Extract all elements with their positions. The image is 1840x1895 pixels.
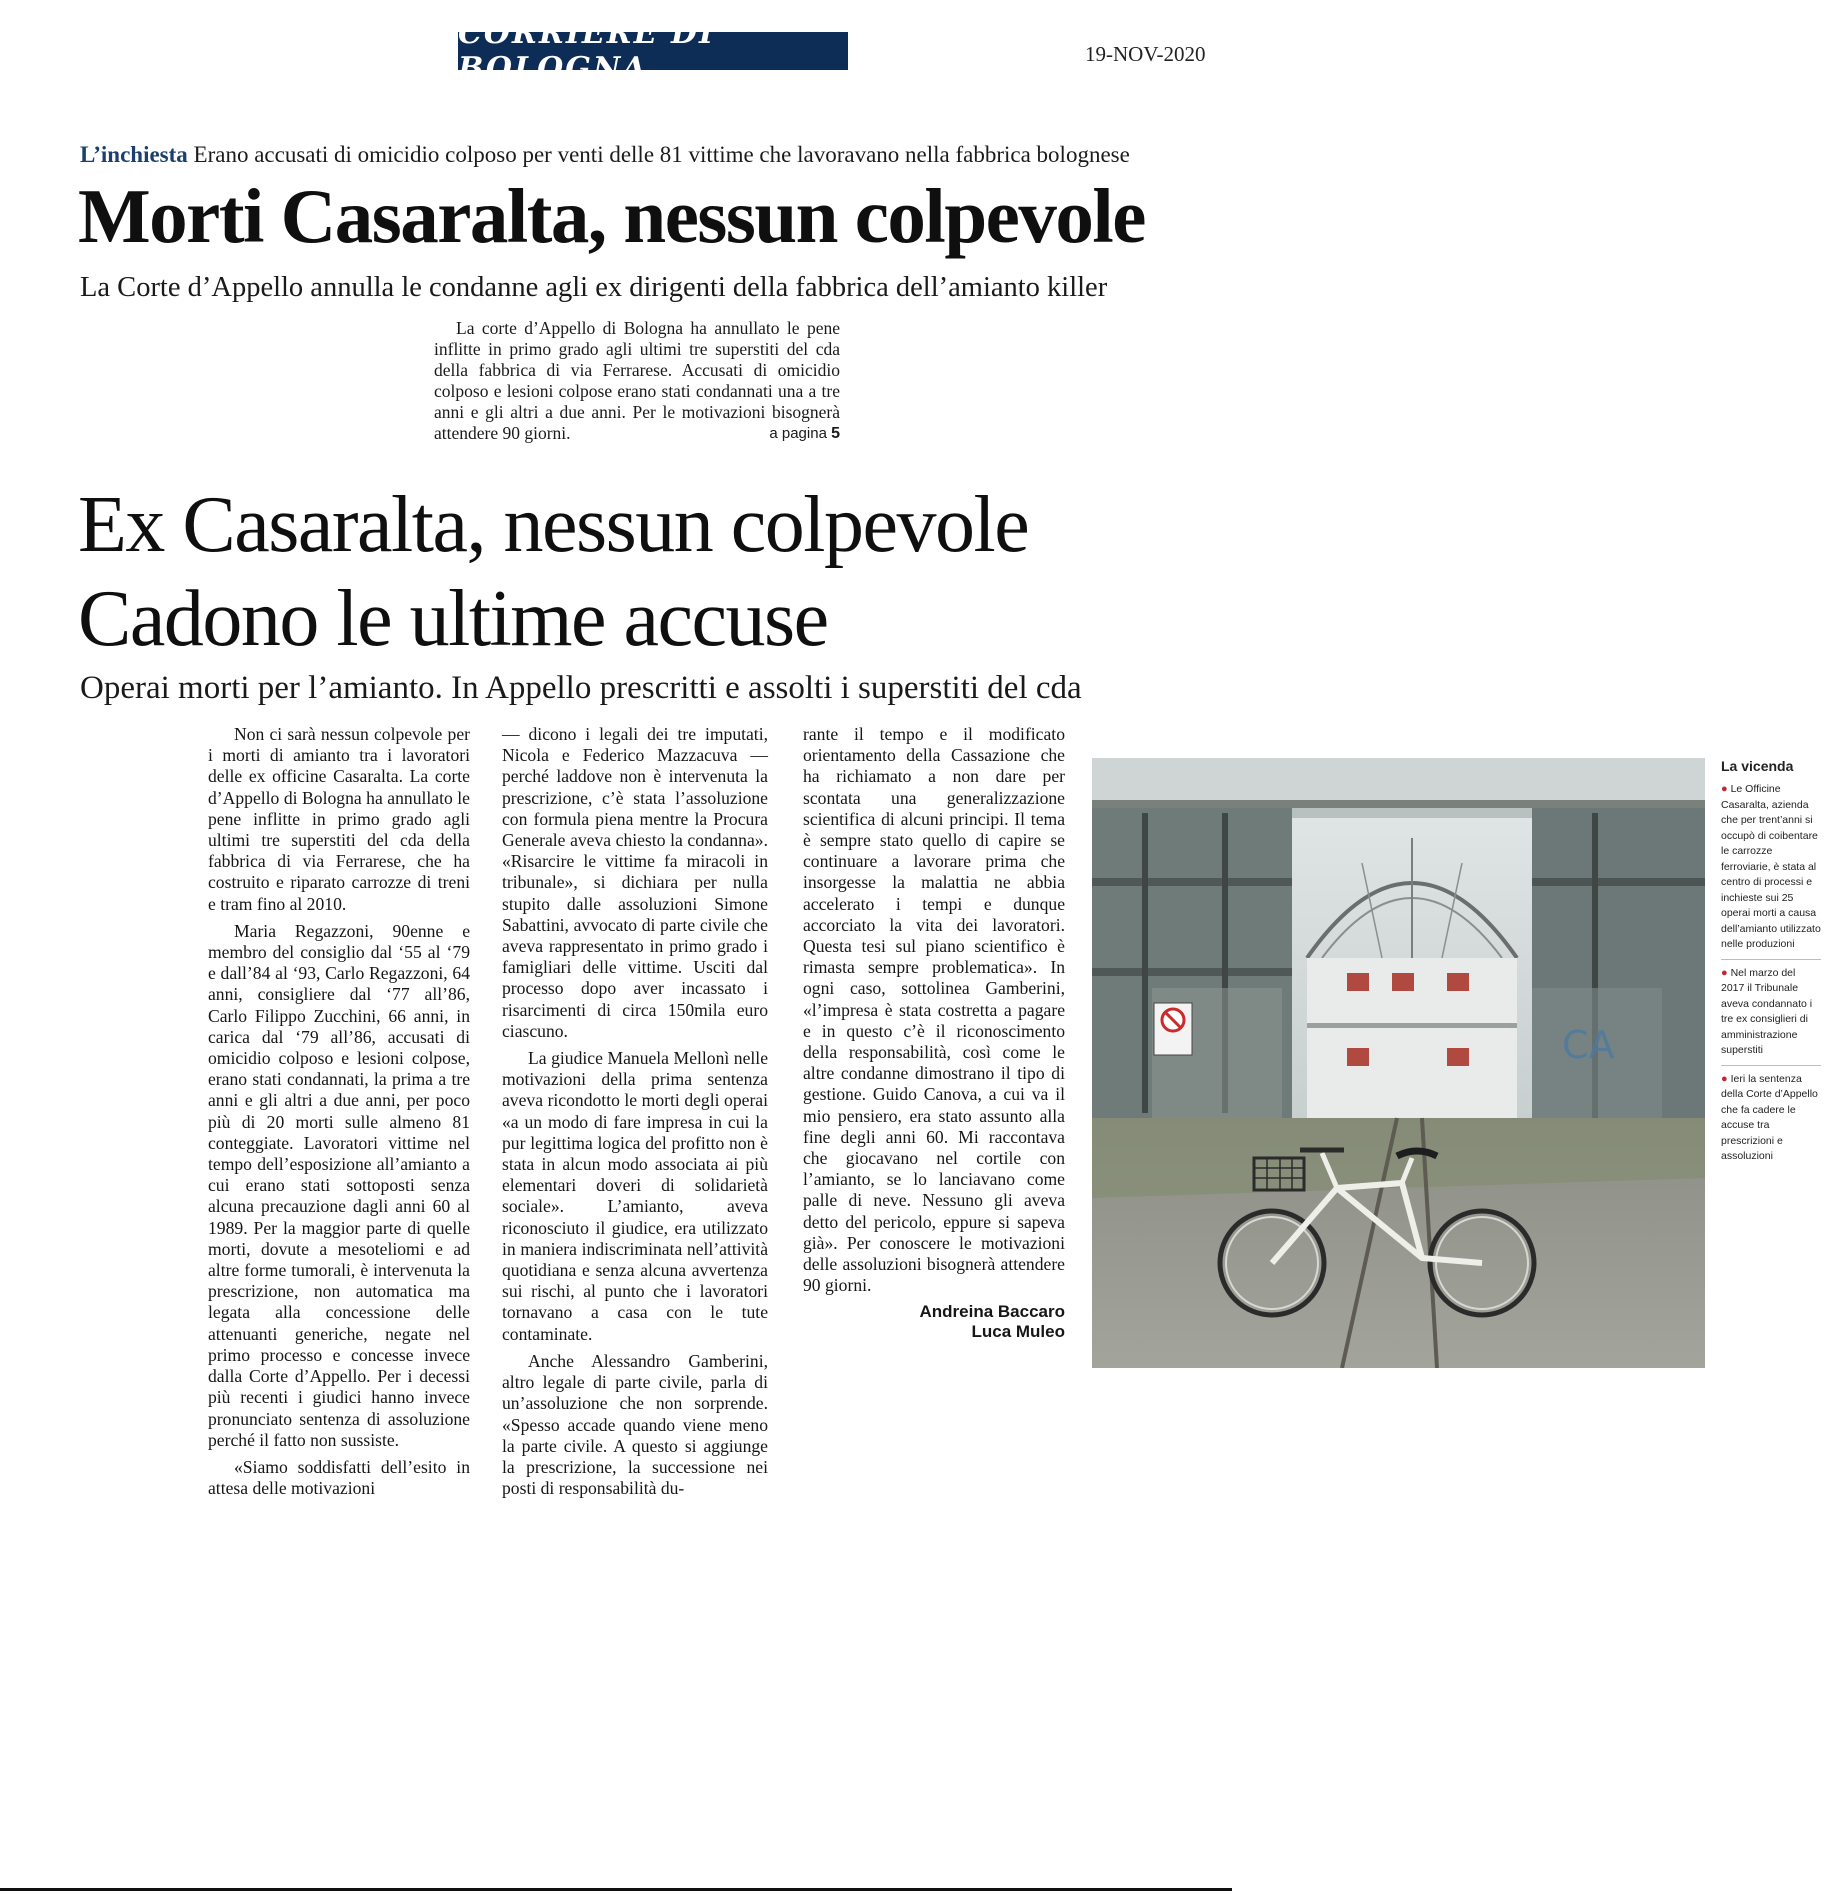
top-headline: Morti Casaralta, nessun colpevole: [78, 173, 1145, 259]
kicker: [80, 142, 1200, 168]
author-name: Luca Muleo: [971, 1322, 1065, 1342]
main-headline: [78, 478, 1228, 666]
main-subheadline: Operai morti per l’amianto. In Appello prescritti e assolti i superstiti del cda: [80, 670, 1082, 706]
top-subheadline: La Corte d’Appello annulla le condanne agli ex dirigenti della fabbrica dell’amianto killer: [80, 272, 1108, 303]
kicker-text: Erano accusati di omicidio colposo per venti delle 81 vittime che lavoravano nella fabbrica bolognese: [193, 142, 1130, 167]
publication-date: 19-NOV-2020: [1085, 42, 1206, 66]
paragraph: — dicono i legali dei tre imputati, Nicola e Federico Mazzacuva — perché laddove non è intervenuta la prescrizione, c’è stata l’assoluzione con formula piena mentre la Procura Generale aveva chiesto la condanna». «Risarcire le vittime fa miracoli in tribunale», si dichiara per nulla stupito dalle assoluzioni Simone Sabattini, avvocato di parte civile che aveva rappresentato in primo grado i famigliari delle vittime. Usciti dal processo dopo aver incassato i risarcimenti di circa 150mila euro ciascuno.: [502, 724, 768, 1041]
sidebar-item: [1721, 966, 1821, 1066]
paragraph: Maria Regazzoni, 90enne e membro del consiglio dal ‘55 al ‘79 e dall’84 al ‘93, Carlo Regazzoni, 64 anni, consigliere dal ‘77 all’86, Carlo Filippo Zucchini, 66 anni, in carica dal ‘79 all’86, accusati di omicidio colposo e lesioni colpose, erano stati condannati, la prima a tre anni e gli altri a due anni, per poco più di 20 morti sulle almeno 81 conteggiate. Lavoratori vittime nel tempo dell’esposizione all’amianto a cui erano stati sottoposti senza alcuna precauzione dagli anni 60 al 1989. Per la maggior parte di quelle morti, dovute a mesoteliomi e ad altre forme tumorali, è intervenuta la prescrizione, non automatica ma legata alla concessione delle attenuanti generiche, negate nel primo processo e concesse invece dalla Corte d’Appello. Per i decessi più recenti i giudici hanno invece pronunciato sentenza di assoluzione perché il fatto non sussiste.: [208, 920, 470, 1450]
author-name: Andreina Baccaro: [919, 1302, 1065, 1322]
bottom-rule: [0, 1888, 1232, 1891]
sidebar-item: [1721, 782, 1821, 960]
paragraph: rante il tempo e il modificato orientamento della Cassazione che ha richiamato a non dare per scontata una generalizzazione scientifica di alcuni principi. Il tema è sempre stato quello di capire se continuare a lavorare prima che insorgesse la malattia ne abbia accelerato i tempi e dunque accorciato la vita dei lavoratori. Questa tesi sul piano scientifico è rimasta sempre problematica». In ogni caso, sottolinea Gamberini, «l’impresa è stata costretta a pagare e in questo c’è il riconoscimento della responsabilità, così come le altre condanne dimostrano il tipo di gestione. Guido Canova, a cui va il mio pensiero, era stato assunto alla fine degli anni 60. Mi raccontava che giocavano nel cortile con l’amianto, se lo lanciavano come palle di neve. Nessuno gli aveva detto del pericolo, eppure si sapeva già». Per conoscere le motivazioni delle assoluzioni bisognerà attendere 90 giorni.: [803, 724, 1065, 1296]
sidebar-item-text: Le Officine Casaralta, azienda che per trent’anni si occupò di coibentare le carrozze ferroviarie, è stata al centro di processi e inchieste sui 25 operai morti a causa dell’amianto utilizzato nelle produzioni: [1721, 783, 1821, 950]
page-reference: [769, 423, 840, 444]
masthead-logo: CORRIERE DI BOLOGNA: [458, 32, 848, 70]
page-ref-number: 5: [831, 425, 840, 442]
bullet-icon: ●: [1721, 1072, 1728, 1085]
bullet-icon: ●: [1721, 966, 1728, 979]
article-column-1: [208, 724, 470, 1505]
main-headline-line-1: Ex Casaralta, nessun colpevole: [78, 481, 1029, 569]
paragraph: Non ci sarà nessun colpevole per i morti di amianto tra i lavoratori delle ex officine Casaralta. La corte d’Appello di Bologna ha annullato le pene inflitte in primo grado agli ultimi tre superstiti del cda della fabbrica di via Ferrarese, che ha costruito e riparato carrozze di treni e tram fino al 2010.: [208, 724, 470, 914]
bullet-icon: ●: [1721, 783, 1728, 795]
top-summary: [434, 318, 840, 444]
article-column-3: [803, 724, 1065, 1342]
paragraph: Anche Alessandro Gamberini, altro legale di parte civile, parla di un’assoluzione che non sorprende. «Spesso accade quando viene meno la parte civile. A questo si aggiunge la prescrizione, la successione nei posti di responsabilità du-: [502, 1350, 768, 1499]
article-photo: [1092, 758, 1705, 1368]
sidebar-la-vicenda: [1721, 758, 1821, 1177]
main-headline-line-2: Cadono le ultime accuse: [78, 575, 828, 663]
sidebar-title: La vicenda: [1721, 758, 1794, 774]
page-ref-label: a pagina: [769, 425, 827, 442]
article-column-2: [502, 724, 768, 1505]
summary-text: La corte d’Appello di Bologna ha annullato le pene inflitte in primo grado agli ultimi tre superstiti del cda della fabbrica di via Ferrarese. Accusati di omicidio colposo e lesioni colpose erano stati condannati una a tre anni e gli altri a due anni. Per le motivazioni bisognerà attendere 90 giorni.: [434, 318, 840, 443]
kicker-tag: L’inchiesta: [80, 142, 188, 167]
svg-text:CA: CA: [1562, 1023, 1615, 1067]
byline: [803, 1302, 1065, 1342]
sidebar-item-text: Nel marzo del 2017 il Tribunale aveva condannato i tre ex consiglieri di amministrazione superstiti: [1721, 966, 1813, 1056]
paragraph: «Siamo soddisfatti dell’esito in attesa delle motivazioni: [208, 1456, 470, 1499]
sidebar-item-text: Ieri la sentenza della Corte d’Appello che fa cadere le accuse tra prescrizioni e assoluzioni: [1721, 1072, 1818, 1162]
paragraph: La giudice Manuela Mellonì nelle motivazioni della prima sentenza aveva ricondotto le morti degli operai «a un modo di fare impresa in cui la pur legittima logica del profitto non è stata in alcun modo associata ai più elementari doveri di solidarietà sociale». L’amianto, aveva riconosciuto il giudice, era utilizzato in maniera indiscriminata nell’attività quotidiana e senza alcuna avvertenza sui rischi, al punto che i lavoratori tornavano a casa con le tute contaminate.: [502, 1048, 768, 1344]
factory-bicycle-illustration: [1092, 758, 1705, 1368]
sidebar-item: [1721, 1072, 1821, 1171]
